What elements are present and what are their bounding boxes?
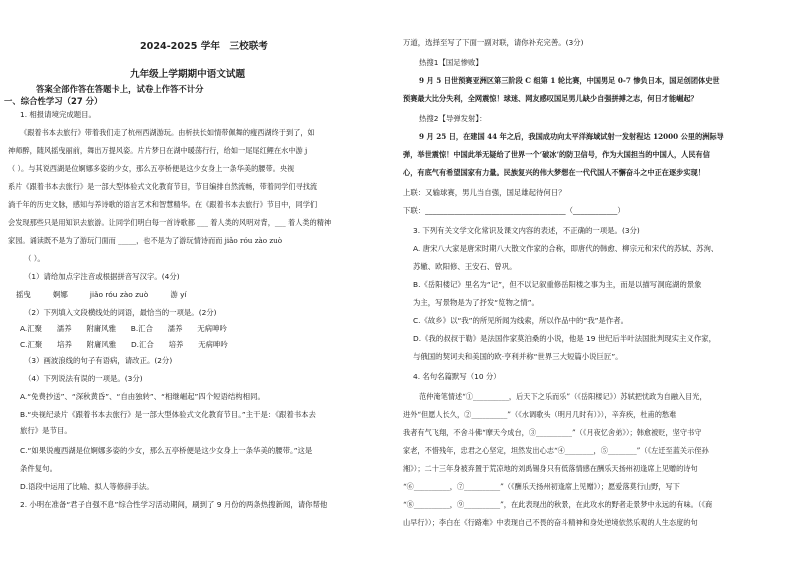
text-line: A.汇聚 濡养 附庸风雅 B.汇合 濡养 无病呻吟 <box>20 324 227 333</box>
text-line: 9 月 25 日，在建国 44 年之后，我国成功向太平洋海域试射一发射程达 12000 公里的洲际导 <box>419 132 724 141</box>
text-line: （2）下列填入文段横线处的词语，最恰当的一项是。(2分) <box>24 308 217 317</box>
exam-year-title: 2024-2025 学年 三校联考 <box>140 41 268 52</box>
text-line: （4）下列说法有误的一项是。(3分) <box>24 374 143 383</box>
text-line: 上联：又输球赛，男儿当自强，国足雄起待何日？ <box>403 188 566 197</box>
text-line: 心，有底气有希望国家有力量。民族复兴的伟大梦想在一代代国人不懈奋斗之中正在逐步实现！ <box>403 168 705 177</box>
text-line: C.“如果说瘦西湖是位婀娜多姿的少女，那么五亭桥便是这少女身上一条华美的腰带。”这是 <box>20 446 313 455</box>
text-line: 2. 小明在准备“君子自强不息”综合性学习活动期间，刷到了 9 月份的两条热搜新闻，请你帮他 <box>20 500 328 509</box>
text-line: 为主，写景物是为了抒发“览物之情”。 <box>413 298 539 307</box>
text-line: 范仲淹笔情述“①__________，后天下之乐而乐”（《岳阳楼记》）苏轼把忧政为自融入目光， <box>419 392 707 401</box>
text-line: B.《岳阳楼记》里名为“记”，但不以记叙重修岳阳楼之事为主，而是以描写洞庭湖的景象 <box>413 280 702 289</box>
text-line: 旅行》是节目。 <box>20 426 72 435</box>
text-line: A. 唐宋八大家是唐宋时期八大散文作家的合称，即唐代的韩愈、柳宗元和宋代的苏轼、苏洵、 <box>413 244 719 253</box>
text-line: 万道，选择至写了下面一副对联，请你补充完善。(3分) <box>403 38 584 47</box>
text-line: 山早行》）；李白在《行路难》中表现自己不畏的奋斗精神和身处逆境依然乐观的人生态度的句 <box>403 518 698 527</box>
text-line: 我者有气飞翔，不舍斗佛“摩天今成台，③__________”（《月夜忆舍弟》）；韩愈被贬，坚守书守 <box>403 428 702 437</box>
text-line: 3. 下列有关文学文化常识及课文内容的表述，不正确的一项是。(3分) <box>413 226 640 235</box>
text-line: 热搜2【导弹发射】： <box>419 114 487 123</box>
text-line: 摇曳 婀娜 jiǎo róu zào zuò 游 yí <box>16 290 187 299</box>
text-line: 9 月 5 日世预赛亚洲区第三阶段 C 组第 1 轮比赛，中国男足 0-7 惨负日本，国足创团体史世 <box>419 76 720 85</box>
text-line: （ ）。 <box>24 254 45 263</box>
text-line: 1. 相报请境完成题目。 <box>20 110 96 119</box>
text-line: B.“央视纪录片《跟着书本去旅行》是一部大型体验式文化教育节目。”主干是：《跟着书本去 <box>20 410 316 419</box>
text-line: 会发现那些只是用知识去旅游。让同学们明白每一首诗歌都 ___ 着人类的风明对背，___ 着人类的精神 <box>8 218 332 227</box>
text-line: （ ）。与其说西湖是位婀娜多姿的少女，那么五亭桥便是这少女身上一条华美的腰带。央视 <box>8 164 295 173</box>
text-line: “⑧__________，⑨__________”，在此表现出的秋景，在此攻水的野者走景梦中永远的有味。（《商 <box>403 500 713 509</box>
text-line: 下联：______________________________________（____________） <box>403 206 625 215</box>
text-line: 4. 名句名篇默写（10 分） <box>413 372 501 381</box>
text-line: （3）画波浪线的句子有语病，请改正。(2分) <box>24 356 173 365</box>
answer-instruction: 答案全部作答在答题卡上，试卷上作答不计分 <box>36 84 204 94</box>
text-line: 湘》）；二十三年身被弃置于荒凉地的刘禹锡身只有低落情感在酬乐天扬州初逢席上见赠的诗句 <box>403 464 698 473</box>
text-line: 淌千年的历史文脉，感知与养诗歌的语言艺术和智慧精华。在《跟着书本去旅行》节目中，同学们 <box>8 200 318 209</box>
text-line: 热搜1【国足惨败】 <box>419 58 483 67</box>
text-line: “⑥__________，⑦__________”（《酬乐天扬州初逢席上见赠》）；愿爱落莫行山野，写下 <box>403 482 680 491</box>
text-line: 系片《跟着书本去旅行》是一部大型体验式文化教育节目，节目编排自然流畅，带着同学们寻找流 <box>8 182 318 191</box>
text-line: D.语段中运用了比喻、拟人等修辞手法。 <box>20 482 154 491</box>
text-line: C.汇聚 培养 附庸风雅 D.汇合 培养 无病呻吟 <box>20 340 228 349</box>
text-line: 进外“但愿人长久，②__________”（《水调歌头（明月几时有）》），辛弃疾，杜甫的愁难 <box>403 410 677 419</box>
text-line: C.《故乡》以“我”的所见所闻为线索，所以作品中的“我”是作者。 <box>413 316 628 325</box>
section-heading: 一、综合性学习（27 分） <box>4 96 103 106</box>
text-line: A.“免费抄送”、“深秋黄昏”、“自由独转”、“相继崛起”四个短语结构相同。 <box>20 392 265 401</box>
exam-subject-title: 九年级上学期期中语文试题 <box>130 69 246 80</box>
text-line: 神师醉，随风摇曳丽前，舞出万提风姿。片片梦日在湖中暖荡行行，给如一尾尾红鲤在水中游 j <box>8 146 308 155</box>
right-page <box>397 0 794 561</box>
text-line: 弹，举世震惊！中国此举无疑给了世界一个‘破冰’的防卫信号，作为大国担当的中国人，人民有信 <box>403 150 710 159</box>
text-line: 预赛最大比分失利，全网震惊！球迷、网友感叹国足男儿缺少自强拼搏之志，何日才能崛起？ <box>403 94 698 103</box>
text-line: 条件复句。 <box>20 464 57 473</box>
text-line: 家老，不惜残年，忠君之心坚定，坦然发出心志“④________，⑤________”（《左迁至蓝关示侄孙 <box>403 446 709 455</box>
text-line: （1）请给加点字注音或根据拼音写汉字。(4分) <box>24 272 180 281</box>
text-line: 苏辙、欧阳修、王安石、曾巩。 <box>413 262 517 271</box>
text-line: 家园。诵读既不是为了游玩门面而 _____，也不是为了游玩情诗而而 jiǎo róu zào zuò <box>8 236 283 245</box>
text-line: D.《我的叔叔于勒》是法国作家莫泊桑的小说，他是 19 世纪后半叶法国批判现实主义作家， <box>413 334 716 343</box>
text-line: 《跟着书本去旅行》带着我们走了杭州西湖游玩。由析扶长如情带佩舞的瘦西湖终于到了，如 <box>20 128 315 137</box>
text-line: 与俄国的契诃夫和美国的欧·亨利并称“世界三大短篇小说巨匠”。 <box>413 352 623 361</box>
